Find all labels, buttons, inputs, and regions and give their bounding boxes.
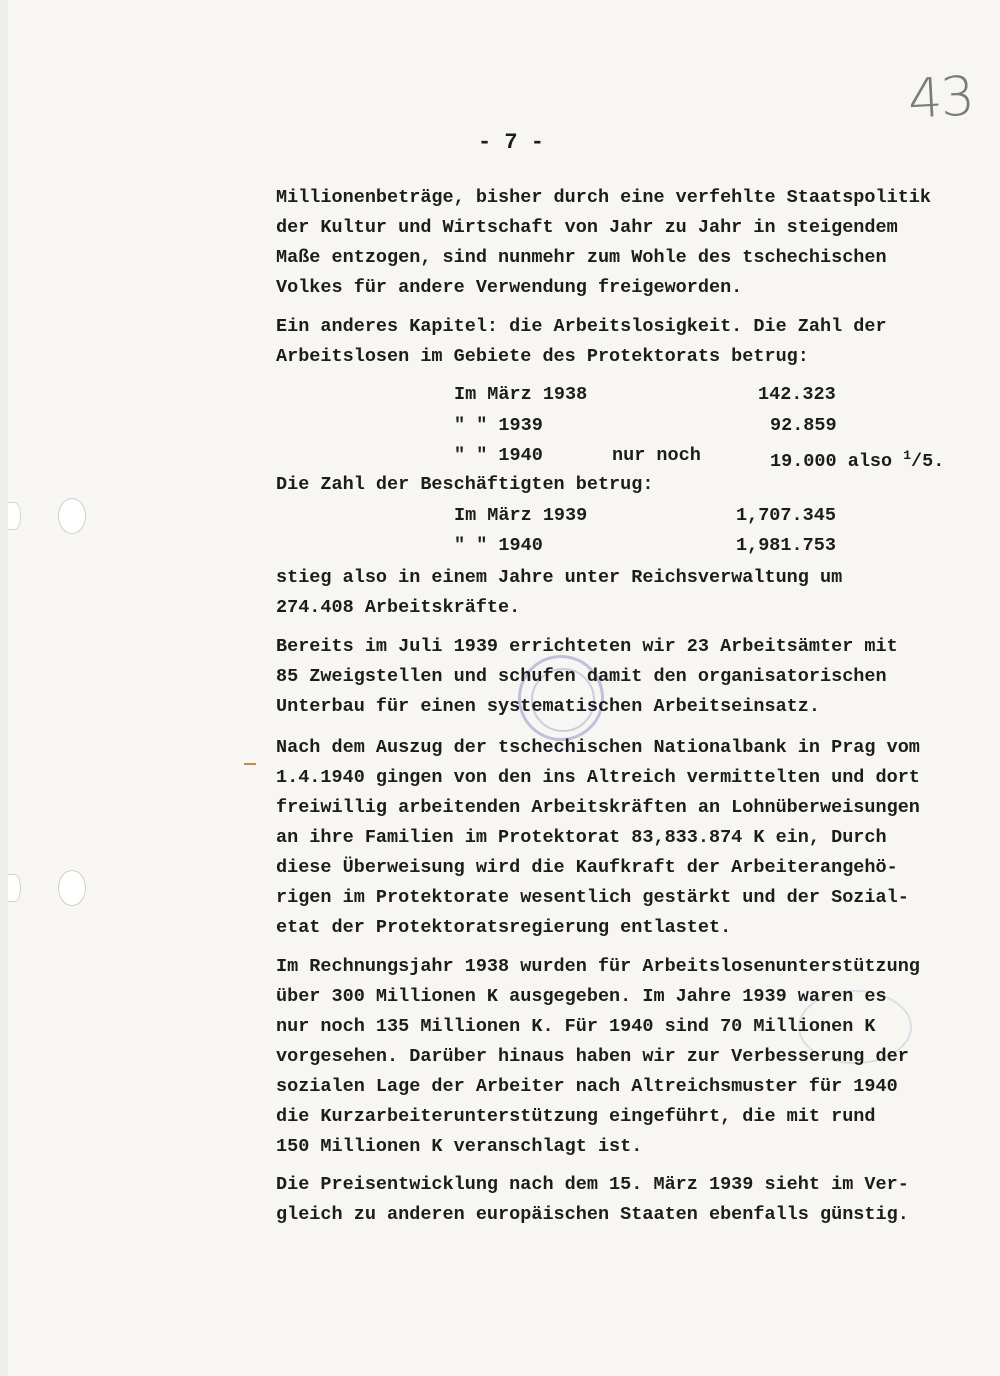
text-line: 1.4.1940 gingen von den ins Altreich vermittelten und dort [276,767,920,788]
table-cell-value: 1,981.753 [736,535,836,556]
text-line: 274.408 Arbeitskräfte. [276,597,521,618]
text-line: Die Preisentwicklung nach dem 15. März 1939 sieht im Ver- [276,1174,909,1195]
fraction-rest: /5. [911,451,945,472]
paragraph-wage-transfers [276,733,996,943]
paragraph-unemployment-support [276,952,996,1162]
table-cell-label: " " 1939 [454,415,543,436]
table-cell-value: 1,707.345 [736,505,836,526]
text-line: diese Überweisung wird die Kaufkraft der Arbeiterangehö- [276,857,898,878]
employed-intro [276,470,996,500]
paragraph-price-development [276,1170,996,1230]
text-line: rigen im Protektorate wesentlich gestärkt und der Sozial- [276,887,909,908]
text-line: Arbeitslosen im Gebiete des Protektorats betrug: [276,346,809,367]
text-line: Unterbau für einen systematischen Arbeitseinsatz. [276,696,820,717]
text-line: 85 Zweigstellen und schufen damit den organisatorischen [276,666,887,687]
table-cell-label: " " 1940 [454,445,543,466]
punch-hole-left-top [8,502,21,530]
margin-mark [244,763,256,765]
text-line: die Kurzarbeiterunterstützung eingeführt, die mit rund [276,1106,876,1127]
text-line: Volkes für andere Verwendung freigeworden. [276,277,743,298]
text-line: an ihre Familien im Protektorat 83,833.874 K ein, Durch [276,827,887,848]
punch-hole-top [58,498,86,534]
table-cell-label: Im März 1939 [454,505,588,526]
text-line: vorgesehen. Darüber hinaus haben wir zur Verbesserung der [276,1046,909,1067]
text-line: gleich zu anderen europäischen Staaten ebenfalls günstig. [276,1204,909,1225]
paragraph-funds [276,183,996,303]
text-line: Im Rechnungsjahr 1938 wurden für Arbeitslosenunterstützung [276,956,920,977]
text-line: 150 Millionen K veranschlagt ist. [276,1136,643,1157]
table-cell-label: Im März 1938 [454,384,588,405]
paragraph-employment-offices [276,632,996,722]
value-text: 19.000 also [770,451,893,472]
text-line: freiwillig arbeitenden Arbeitskräften an Lohnüberweisungen [276,797,920,818]
text-line: nur noch 135 Millionen K. Für 1940 sind 70 Millionen K [276,1016,876,1037]
page-number: - 7 - [478,130,545,155]
paragraph-unemployment-intro [276,312,996,372]
text-line: über 300 Millionen K ausgegeben. Im Jahre 1939 waren es [276,986,887,1007]
table-cell-label: " " 1940 [454,535,543,556]
text-line: Ein anderes Kapitel: die Arbeitslosigkeit. Die Zahl der [276,316,887,337]
punch-hole-left-bottom [8,874,21,902]
text-line: Maße entzogen, sind nunmehr zum Wohle des tschechischen [276,247,887,268]
text-line: Nach dem Auszug der tschechischen Nationalbank in Prag vom [276,737,920,758]
text-line: Die Zahl der Beschäftigten betrug: [276,474,654,495]
text-line: etat der Protektoratsregierung entlastet. [276,917,732,938]
text-line: stieg also in einem Jahre unter Reichsverwaltung um [276,567,843,588]
handwritten-page-number: 43 [906,64,975,131]
paragraph-increase [276,563,996,623]
table-cell-value: 142.323 [758,384,836,405]
text-line: der Kultur und Wirtschaft von Jahr zu Jahr in steigendem [276,217,898,238]
text-line: Millionenbeträge, bisher durch eine verfehlte Staatspolitik [276,187,932,208]
fraction-numerator: 1 [903,448,912,463]
table-cell-value: 92.859 [770,415,837,436]
punch-hole-bottom [58,870,86,906]
table-cell-extra: nur noch [612,445,701,466]
text-line: Bereits im Juli 1939 errichteten wir 23 Arbeitsämter mit [276,636,898,657]
text-line: sozialen Lage der Arbeiter nach Altreichsmuster für 1940 [276,1076,898,1097]
